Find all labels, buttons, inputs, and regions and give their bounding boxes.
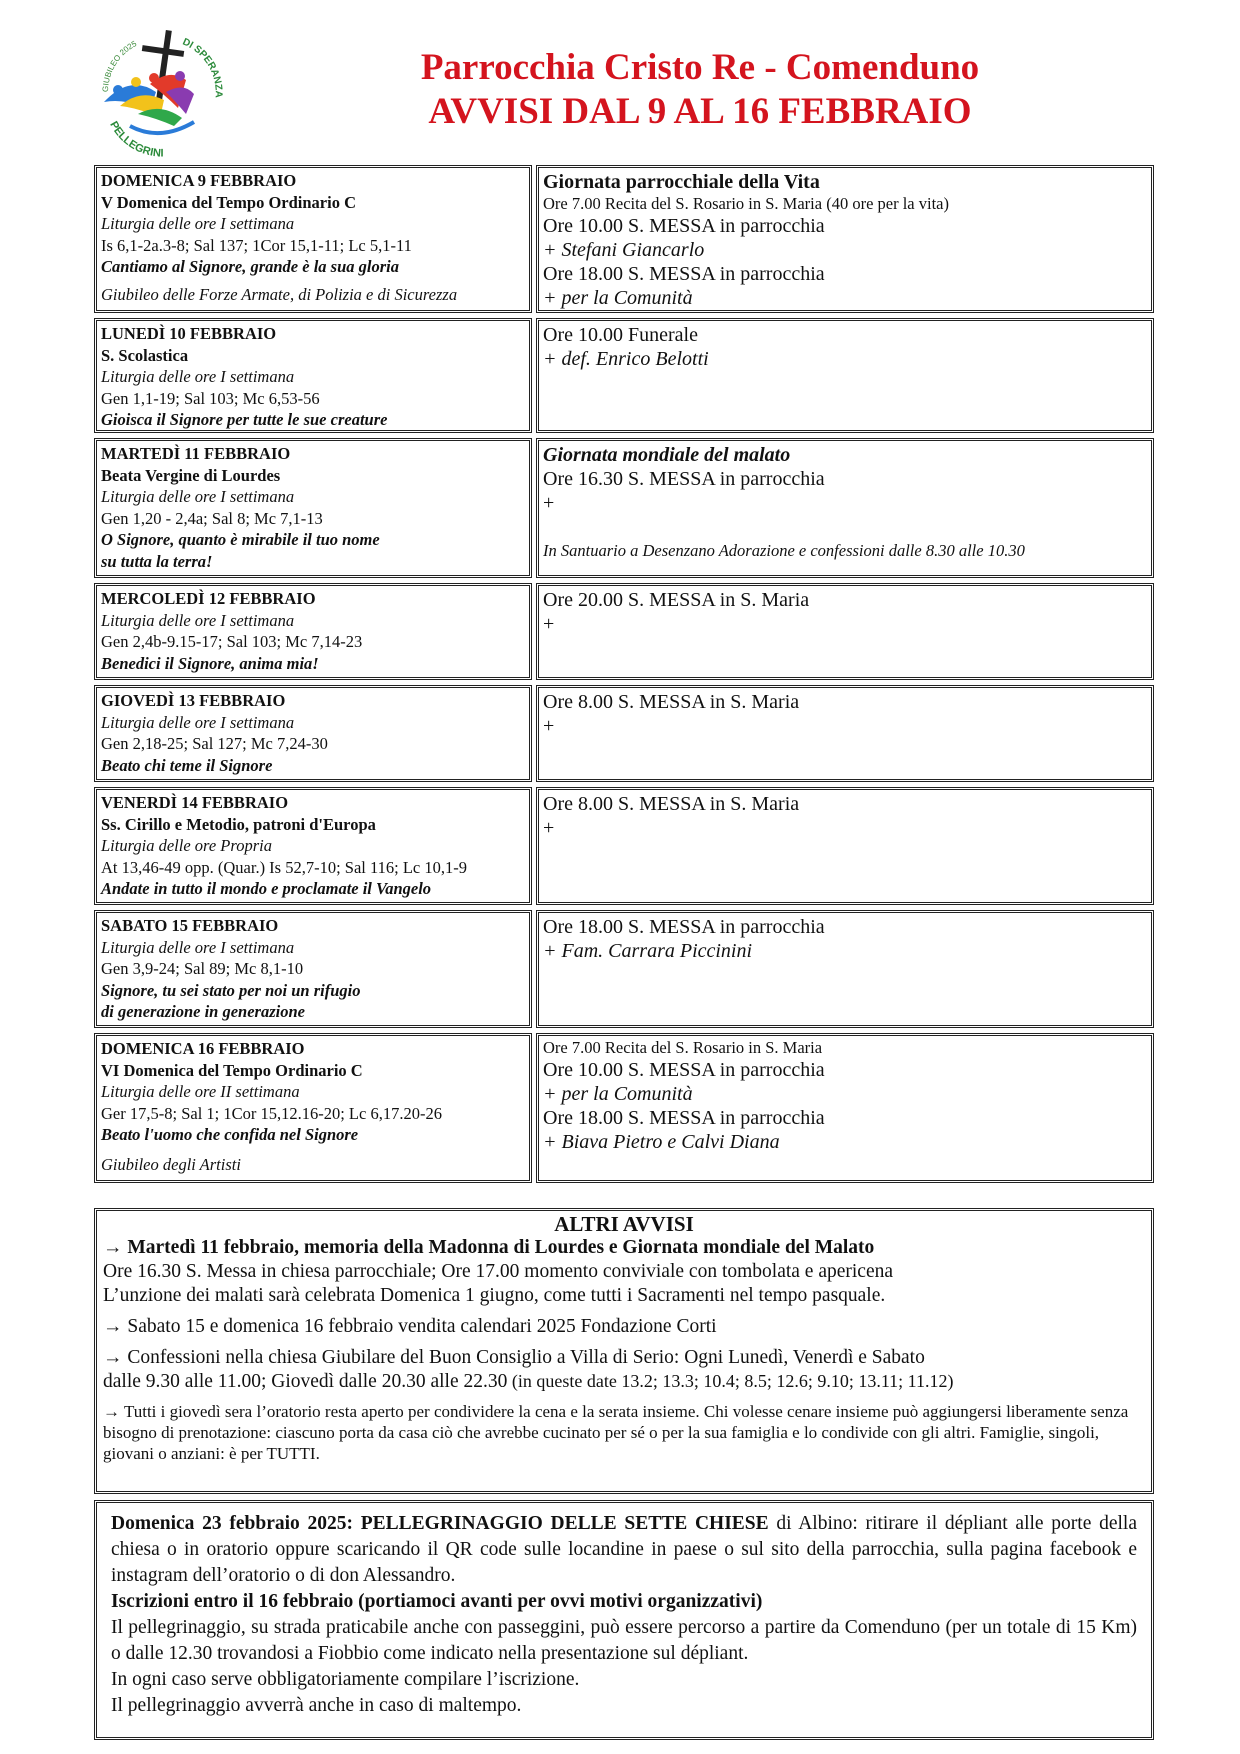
day-feast: Ss. Cirillo e Metodio, patroni d'Europa [101,814,376,834]
title-line-2: AVVISI DAL 9 AL 16 FEBBRAIO [428,91,972,132]
day-liturgy: Liturgia delle ore Propria [101,836,272,855]
event-line: Ore 7.00 Recita del S. Rosario in S. Maria (40 ore per la vita) [543,194,949,213]
day-name: VENERDÌ 14 FEBBRAIO [101,793,289,812]
pilgrimage-route: Il pellegrinaggio, su strada praticabile anche con passeggini, può essere percorso a partire da Comenduno (per un totale di 15 Km) o dalle 12.30 trovandosi a Fiobbio come indicato nella presentazione sul dépliant. [111,1617,1137,1664]
event-line: + [543,613,555,635]
day-row [94,318,1154,433]
day-psalm: di generazione in generazione [101,1002,305,1021]
day-events [536,583,1154,680]
day-feast: VI Domenica del Tempo Ordinario C [101,1060,363,1080]
day-info [94,318,532,433]
day-psalm: O Signore, quanto è mirabile il tuo nome [101,530,380,549]
day-row [94,1033,1154,1183]
day-name: MARTEDÌ 11 FEBBRAIO [101,444,291,463]
logo-arc-top: GIUBILEO 2025 [100,39,139,93]
event-line: Ore 10.00 Funerale [543,324,698,346]
event-title: Giornata parrocchiale della Vita [543,171,820,193]
svg-text:DI SPERANZA [181,37,224,98]
day-events [536,787,1154,905]
day-liturgy: Liturgia delle ore I settimana [101,487,295,506]
event-line: Ore 8.00 S. MESSA in S. Maria [543,691,800,713]
day-readings: Ger 17,5-8; Sal 1; 1Cor 15,12.16-20; Lc 6,17.20-26 [101,1103,442,1123]
title-line-1: Parrocchia Cristo Re - Comenduno [420,47,980,88]
day-psalm: Cantiamo al Signore, grande è la sua gloria [101,257,399,276]
notice-line: → Sabato 15 e domenica 16 febbraio vendita calendari 2025 Fondazione Corti [103,1316,717,1337]
day-name: DOMENICA 16 FEBBRAIO [101,1039,305,1058]
notice-hours: dalle 9.30 alle 11.00; Giovedì dalle 20.30 alle 22.30 [103,1371,508,1392]
weekly-schedule [94,165,1154,1188]
jubilee-logo-icon [90,22,230,162]
event-line: + per la Comunità [543,287,693,309]
day-note: Giubileo delle Forze Armate, di Polizia e di Sicurezza [101,284,458,304]
day-feast: Beata Vergine di Lourdes [101,465,281,485]
day-readings: Gen 3,9-24; Sal 89; Mc 8,1-10 [101,959,304,978]
day-psalm: Beato l'uomo che confida nel Signore [101,1125,359,1144]
day-events [536,910,1154,1028]
event-line: Ore 10.00 S. MESSA in parrocchia [543,215,825,237]
day-liturgy: Liturgia delle ore I settimana [101,712,295,732]
day-readings: Is 6,1-2a.3-8; Sal 137; 1Cor 15,1-11; Lc 5,1-11 [101,235,412,255]
event-line: + Fam. Carrara Piccinini [543,940,753,962]
day-psalm: Gioisca il Signore per tutte le sue creature [101,410,388,429]
day-row [94,685,1154,782]
day-readings: Gen 1,1-19; Sal 103; Mc 6,53-56 [101,388,320,408]
event-line: Ore 7.00 Recita del S. Rosario in S. Maria [543,1038,823,1057]
event-line: Ore 16.30 S. MESSA in parrocchia [543,468,825,490]
day-liturgy: Liturgia delle ore I settimana [101,937,295,957]
day-liturgy: Liturgia delle ore I settimana [101,367,295,386]
day-info [94,787,532,905]
event-line: + Biava Pietro e Calvi Diana [543,1131,780,1153]
altri-avvisi-box [94,1208,1154,1494]
day-readings: Gen 1,20 - 2,4a; Sal 8; Mc 7,1-13 [101,508,323,528]
day-feast: S. Scolastica [101,345,189,365]
event-line: + [543,817,555,839]
day-name: GIOVEDÌ 13 FEBBRAIO [101,691,286,710]
pilgrimage-headline: Domenica 23 febbraio 2025: PELLEGRINAGGIO DELLE SETTE CHIESE [111,1513,769,1534]
event-line: Ore 18.00 S. MESSA in parrocchia [543,916,825,938]
day-row [94,438,1154,578]
day-readings: At 13,46-49 opp. (Quar.) Is 52,7-10; Sal 116; Lc 10,1-9 [101,857,468,877]
notice-line: → Confessioni nella chiesa Giubilare del Buon Consiglio a Villa di Serio: Ogni Lunedì, Venerdì e Sabato [103,1347,925,1368]
day-events [536,685,1154,782]
event-line: + [543,492,555,514]
day-readings: Gen 2,4b-9.15-17; Sal 103; Mc 7,14-23 [101,632,363,651]
day-liturgy: Liturgia delle ore II settimana [101,1082,300,1101]
day-name: SABATO 15 FEBBRAIO [101,916,279,935]
day-name: DOMENICA 9 FEBBRAIO [101,171,297,190]
pilgrimage-intro [111,1511,1137,1589]
day-feast: V Domenica del Tempo Ordinario C [101,192,357,212]
event-line: + def. Enrico Belotti [543,348,709,370]
day-info [94,685,532,782]
logo-arc-right: DI SPERANZA [180,36,224,98]
svg-text:PELLEGRINI [107,119,163,159]
notice-title: → Martedì 11 febbraio, memoria della Madonna di Lourdes e Giornata mondiale del Malato [103,1237,875,1258]
altri-avvisi-title: ALTRI AVVISI [554,1212,694,1236]
day-events [536,438,1154,578]
pellegrinaggio-box [94,1500,1154,1740]
day-liturgy: Liturgia delle ore I settimana [101,610,295,630]
day-psalm: Benedici il Signore, anima mia! [101,653,319,673]
event-title: Giornata mondiale del malato [543,444,791,466]
day-events [536,318,1154,433]
day-row [94,910,1154,1028]
event-line: Ore 18.00 S. MESSA in parrocchia [543,1107,825,1129]
notice-dates: (in queste date 13.2; 13.3; 10.4; 8.5; 12.6; 9.10; 13.11; 11.12) [507,1371,954,1391]
day-liturgy: Liturgia delle ore I settimana [101,214,295,233]
event-line: Ore 8.00 S. MESSA in S. Maria [543,793,800,815]
pilgrimage-requirement: In ogni caso serve obbligatoriamente compilare l’iscrizione. [111,1669,580,1690]
logo-arc-bottom: PELLEGRINI [107,119,164,160]
day-info [94,438,532,578]
day-psalm: Andate in tutto il mondo e proclamate il Vangelo [101,879,432,898]
day-psalm: Beato chi teme il Signore [101,755,273,775]
pilgrimage-weather: Il pellegrinaggio avverrà anche in caso di maltempo. [111,1695,522,1716]
notice-line: L’unzione dei malati sarà celebrata Domenica 1 giugno, come tutti i Sacramenti nel tempo pasquale. [103,1285,886,1306]
day-row [94,583,1154,680]
day-info [94,910,532,1028]
day-info [94,1033,532,1183]
event-line: + per la Comunità [543,1083,693,1105]
day-readings: Gen 2,18-25; Sal 127; Mc 7,24-30 [101,734,328,753]
day-row [94,787,1154,905]
event-line: Ore 18.00 S. MESSA in parrocchia [543,263,825,285]
day-events [536,165,1154,313]
notice-line [103,1370,1145,1394]
day-row [94,165,1154,313]
event-line: + [543,715,555,737]
event-note: In Santuario a Desenzano Adorazione e confessioni dalle 8.30 alle 10.30 [543,541,1025,560]
day-psalm: su tutta la terra! [101,551,213,571]
event-line: Ore 20.00 S. MESSA in S. Maria [543,589,810,611]
day-name: LUNEDÌ 10 FEBBRAIO [101,324,277,343]
day-events [536,1033,1154,1183]
page-title [250,46,1150,134]
event-line: Ore 10.00 S. MESSA in parrocchia [543,1059,825,1081]
day-info [94,165,532,313]
day-info [94,583,532,680]
pilgrimage-text: di Albino: ritirare il dépliant alle porte della chiesa o in oratorio oppure scaricando il QR code sulle locandine in paese o sul sito della parrocchia, sulla pagina facebook e instagram dell’oratorio o di don Alessandro. [111,1513,1138,1586]
event-line: + Stefani Giancarlo [543,239,705,261]
day-name: MERCOLEDÌ 12 FEBBRAIO [101,589,316,608]
day-psalm: Signore, tu sei stato per noi un rifugio [101,980,361,1000]
pilgrimage-registration: Iscrizioni entro il 16 febbraio (portiamoci avanti per ovvi motivi organizzativi) [111,1591,763,1612]
day-note: Giubileo degli Artisti [101,1154,241,1174]
notice-paragraph: → Tutti i giovedì sera l’oratorio resta aperto per condividere la cena e la serata insieme. Chi volesse cenare insieme può aggiungersi liberamente senza bisogno di prenotazione: ciascuno porta da casa ciò che avrebbe cucinato per sé o per la sua famiglia e lo condivide con gli altri. Famiglie, singoli, giovani o anziani: è per TUTTI. [103,1402,1129,1463]
notice-line: Ore 16.30 S. Messa in chiesa parrocchiale; Ore 17.00 momento conviviale con tombolata e apericena [103,1261,894,1282]
